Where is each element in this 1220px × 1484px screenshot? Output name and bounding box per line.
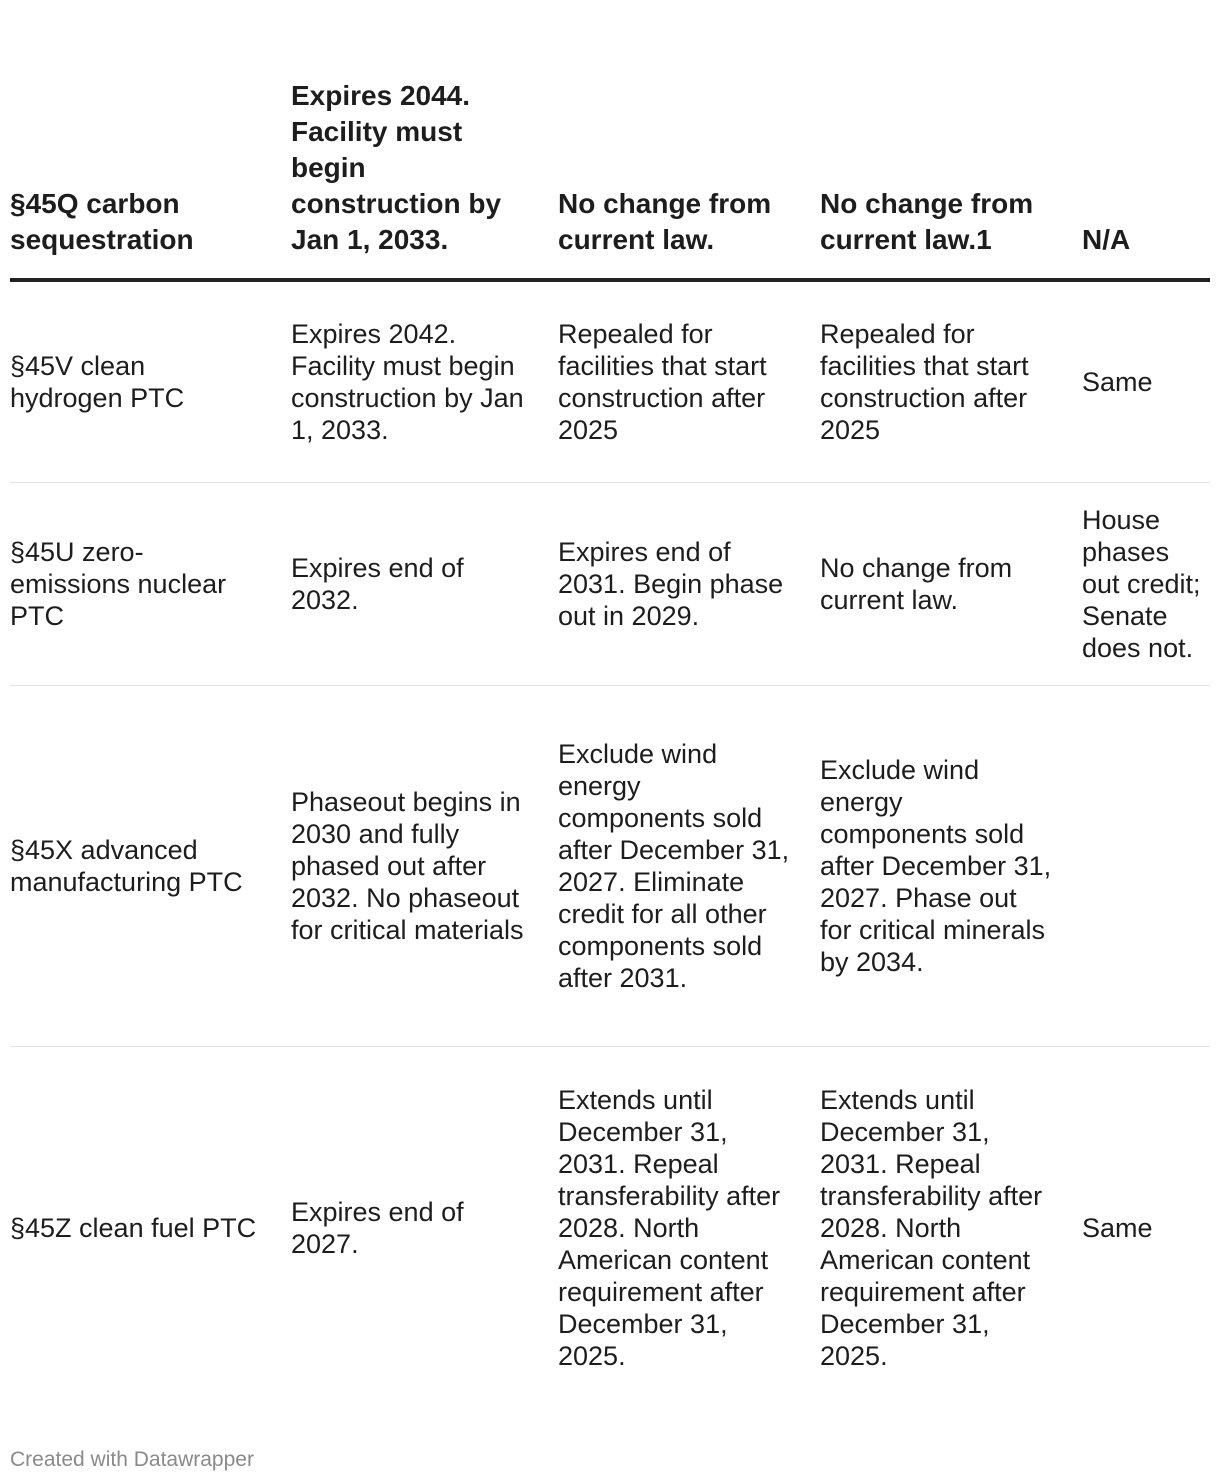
table-cell [291, 483, 558, 686]
column-header[interactable] [1082, 0, 1210, 280]
table-cell [558, 686, 820, 1047]
data-table [10, 0, 1210, 1409]
table-cell [10, 280, 291, 483]
cell-text: Same [1082, 367, 1153, 397]
cell-text: Phaseout begins in 2030 and fully phased out after 2032. No phaseout for critical materials [291, 787, 524, 945]
datawrapper-credit[interactable]: Created with Datawrapper [10, 1448, 254, 1471]
table-cell [10, 483, 291, 686]
cell-text: No change from current law. [820, 553, 1013, 615]
table-cell [10, 686, 291, 1047]
table-cell [820, 686, 1082, 1047]
table-cell [1082, 1047, 1210, 1410]
table-cell [1082, 483, 1210, 686]
cell-text: §45Z clean fuel PTC [10, 1213, 257, 1243]
cell-text: Expires end of 2027. [291, 1197, 464, 1259]
header-row [10, 0, 1210, 280]
cell-text: Exclude wind energy components sold after December 31, 2027. Phase out for critical minerals by 2034. [820, 755, 1052, 977]
column-header-label: No change from current law. [558, 188, 772, 255]
cell-text: §45V clean hydrogen PTC [10, 351, 185, 413]
cell-text: House phases out credit; Senate does not. [1082, 505, 1201, 663]
table-cell [558, 1047, 820, 1410]
column-header-label: §45Q carbon sequestration [10, 188, 194, 255]
cell-text: Expires 2042. Facility must begin construction by Jan 1, 2033. [291, 319, 524, 445]
table-cell [1082, 686, 1210, 1047]
cell-text: Extends until December 31, 2031. Repeal transferability after 2028. North American content requirement after December 31, 2025. [820, 1085, 1043, 1371]
table-cell [291, 686, 558, 1047]
table-cell [820, 280, 1082, 483]
cell-text: Repealed for facilities that start construction after 2025 [820, 319, 1029, 445]
column-header[interactable] [291, 0, 558, 280]
table-row [10, 1047, 1210, 1410]
table-cell [1082, 280, 1210, 483]
table-cell [291, 280, 558, 483]
table-cell [291, 1047, 558, 1410]
table-cell [820, 1047, 1082, 1410]
cell-text: Repealed for facilities that start construction after 2025 [558, 319, 767, 445]
column-header[interactable] [820, 0, 1082, 280]
cell-text: Same [1082, 1213, 1153, 1243]
table-cell [558, 483, 820, 686]
column-header-label: Expires 2044. Facility must begin construction by Jan 1, 2033. [291, 80, 502, 255]
cell-text: §45X advanced manufacturing PTC [10, 835, 243, 897]
cell-text: Expires end of 2032. [291, 553, 464, 615]
cell-text: Expires end of 2031. Begin phase out in 2029. [558, 537, 784, 631]
column-header[interactable] [558, 0, 820, 280]
cell-text: Exclude wind energy components sold after December 31, 2027. Eliminate credit for all other components sold after 2031. [558, 739, 790, 993]
table-cell [10, 1047, 291, 1410]
column-header-label: No change from current law.1 [820, 188, 1034, 255]
data-table-container [10, 0, 1210, 1409]
table-row [10, 686, 1210, 1047]
table-cell [820, 483, 1082, 686]
table-cell [558, 280, 820, 483]
cell-text: Extends until December 31, 2031. Repeal transferability after 2028. North American content requirement after December 31, 2025. [558, 1085, 781, 1371]
cell-text: §45U zero-emissions nuclear PTC [10, 537, 227, 631]
column-header-label: N/A [1082, 224, 1131, 255]
column-header[interactable] [10, 0, 291, 280]
table-row [10, 483, 1210, 686]
table-row [10, 280, 1210, 483]
